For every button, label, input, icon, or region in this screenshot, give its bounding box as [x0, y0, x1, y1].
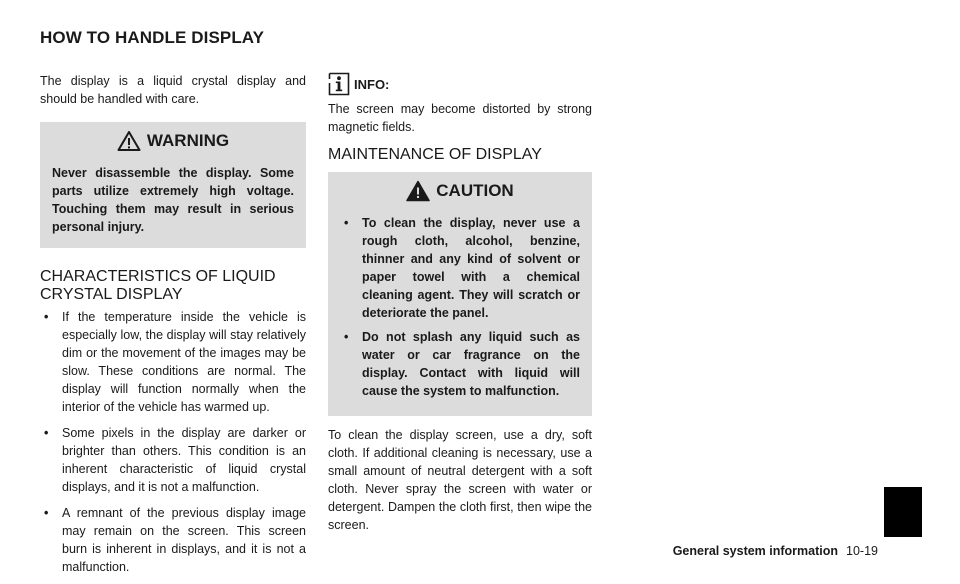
lcd-characteristics-list	[40, 308, 306, 576]
left-column	[40, 72, 306, 584]
info-icon	[328, 72, 350, 96]
section-tab-marker	[884, 487, 922, 537]
page-footer	[673, 544, 878, 558]
caution-list	[340, 214, 580, 400]
right-column	[328, 72, 592, 534]
list-item: • A remnant of the previous display image may remain on the screen. This screen burn is inherent in displays, and it is not a malfunction.	[40, 504, 306, 576]
section-heading-lcd: CHARACTERISTICS OF LIQUID CRYSTAL DISPLAY	[40, 268, 276, 303]
warning-text: Never disassemble the display. Some parts utilize extremely high voltage. Touching them may result in serious personal injury.	[52, 166, 294, 234]
info-text: The screen may become distorted by strong magnetic fields.	[328, 102, 592, 134]
footer-section-title: General system information	[672, 544, 839, 558]
warning-box	[40, 122, 306, 248]
warning-triangle-icon	[117, 130, 141, 152]
warning-label: WARNING	[146, 131, 230, 150]
warning-header	[52, 130, 294, 152]
list-item: • Do not splash any liquid such as water or car fragrance on the display. Contact with liquid will cause the system to malfunction.	[340, 328, 580, 400]
info-header	[328, 72, 592, 96]
caution-triangle-icon	[406, 180, 430, 202]
info-label: INFO:	[354, 76, 390, 92]
list-item: • Some pixels in the display are darker or brighter than others. This condition is an inherent characteristic of liquid crystal displays, and it is not a malfunction.	[40, 424, 306, 496]
list-item: • If the temperature inside the vehicle is especially low, the display will stay relatively dim or the movement of the images may be slow. These conditions are normal. The display will function normally when the interior of the vehicle has warmed up.	[40, 308, 306, 416]
page-number: 10-19	[846, 544, 878, 558]
section-heading-maintenance: MAINTENANCE OF DISPLAY	[328, 146, 542, 163]
caution-label: CAUTION	[436, 181, 514, 200]
cleaning-paragraph: To clean the display screen, use a dry, soft cloth. If additional cleaning is necessary, use a small amount of neutral detergent with a soft cloth. Never spray the screen with water or detergent. Dampen the cloth first, then wipe the screen.	[328, 428, 592, 532]
intro-paragraph: The display is a liquid crystal display and should be handled with care.	[40, 74, 306, 106]
caution-header	[340, 180, 580, 202]
page-title: HOW TO HANDLE DISPLAY	[40, 28, 265, 47]
list-item: • To clean the display, never use a rough cloth, alcohol, benzine, thinner and any kind of solvent or paper towel with a chemical cleaning agent. They will scratch or deteriorate the panel.	[340, 214, 580, 322]
caution-box	[328, 172, 592, 416]
